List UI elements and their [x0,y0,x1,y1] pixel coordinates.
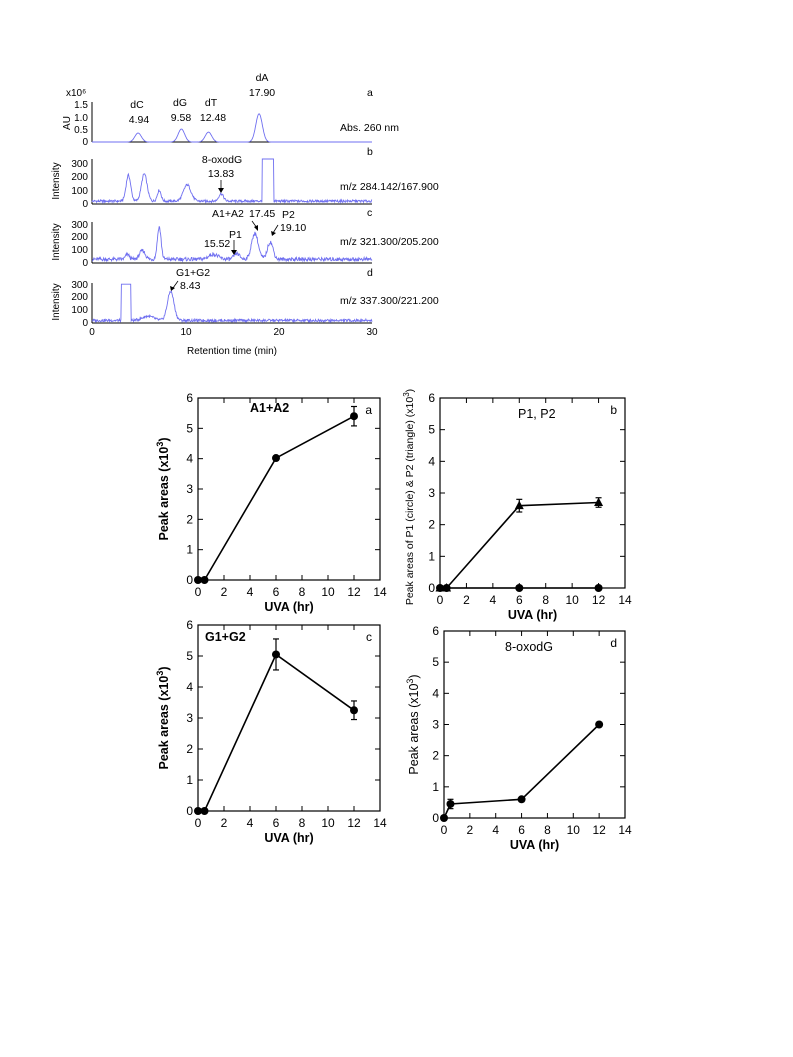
chrom-panel-c [51,207,439,269]
series-line [198,655,354,812]
uva-plot-a [155,391,387,614]
data-point-circle [518,795,526,803]
data-point-circle [272,650,280,658]
x-tick-label: 2 [220,585,228,599]
chrom-c-annotation-rt: 19.10 [280,222,307,234]
plot-panel-letter: b [610,403,617,417]
chrom-b-ytick: 0 [82,199,88,210]
chrom-b-ytick: 300 [71,159,88,170]
x-tick-label: 14 [618,593,632,607]
chrom-a-letter: a [367,87,373,99]
chromatogram [51,72,439,357]
y-tick-label: 1 [186,773,193,787]
x-tick-label: 10 [566,823,580,837]
data-point-circle [595,721,603,729]
x-tick-label: 4 [489,593,497,607]
x-tick-label: 2 [220,816,228,830]
chrom-c-ytick: 200 [71,232,88,243]
chrom-a-peak-rt: 4.94 [128,114,150,126]
x-tick-label: 12 [347,816,361,830]
y-tick-label: 2 [432,748,439,763]
chrom-c-ytick: 100 [71,245,88,256]
y-tick-label: 0 [432,811,439,825]
x-tick-label: 2 [463,593,470,607]
chrom-d-annotation-rt: 8.43 [180,280,201,292]
y-tick-label: 2 [186,742,193,756]
chrom-d-trace [92,284,372,322]
data-point-circle [515,584,523,592]
y-axis-scale-end: ) [157,666,171,671]
y-axis-scale-end: ) [404,388,416,393]
chrom-a-ytick: 0.5 [74,125,88,136]
x-tick-label: 12 [347,585,361,599]
chrom-c-annotation-name: P1 [229,229,242,241]
y-axis-label: Peak areas $(x10^3)$ [405,674,421,775]
y-axis-scale-exponent: 3 [402,392,411,397]
x-tick-label: 10 [321,585,335,599]
chrom-c-annotation-name: A1+A2 [212,208,244,220]
y-axis-scale-exponent: 3 [155,441,165,447]
x-tick-label: 8 [298,816,306,830]
x-axis-label: UVA (hr) [509,838,560,852]
chrom-a-peak-label: dG [172,97,188,109]
data-point-circle [201,576,209,584]
chrom-b-ylabel: Intensity [51,162,62,200]
x-tick-label: 8 [544,823,551,837]
chrom-b-annotation-rt: 13.83 [207,168,235,180]
chrom-c-ytick: 300 [71,220,88,231]
data-point-circle [350,412,358,420]
y-tick-label: 2 [428,517,435,532]
plot-panel-letter: d [610,636,617,650]
y-axis-label: Peak areas $(x10^3)$ [155,666,171,770]
chrom-d-ytick: 0 [82,318,88,329]
chrom-d-ytick: 300 [71,280,88,291]
plot-title: 8-oxodG [505,640,553,654]
x-tick-label: 12 [591,593,606,607]
data-point-circle [595,584,603,592]
chrom-a-channel: Abs. 260 nm [340,122,399,134]
chrom-a-peak-rt: 9.58 [170,112,192,124]
y-axis-scale: (x10 [404,396,416,418]
chrom-d-channel: m/z 337.300/221.200 [340,295,439,307]
x-tick-label: 10 [565,593,579,607]
y-tick-label: 3 [428,486,435,500]
y-tick-label: 3 [432,717,439,732]
y-tick-label: 0 [428,581,435,595]
y-tick-label: 1 [186,542,193,557]
chrom-b-annotation-name: 8-oxodG [201,154,243,166]
chrom-xtick: 10 [180,327,192,338]
chrom-a-peak-label: dT [204,97,218,109]
x-axis-label: UVA (hr) [507,608,558,622]
chrom-d-ytick: 200 [71,292,88,303]
chrom-b-letter: b [367,146,373,158]
y-tick-label: 4 [186,451,193,466]
plot-frame [198,398,380,580]
x-tick-label: 6 [272,585,280,599]
chrom-d-arrow [173,281,178,288]
chrom-a-ytick: 0 [82,137,88,148]
x-tick-label: 14 [618,823,632,837]
chrom-xlabel: Retention time (min) [186,346,278,357]
uva-plot-c [155,618,387,845]
chrom-c-ylabel: Intensity [51,223,62,261]
chrom-c-annotation-name: P2 [282,209,295,221]
uva-plot-d [405,624,632,852]
y-tick-label: 5 [186,421,193,436]
chrom-a-peak-rt: 17.90 [248,87,276,99]
x-tick-label: 6 [515,593,523,607]
data-point-circle [440,814,448,822]
uva-plots [155,389,632,852]
chrom-a-ytick: 1.0 [74,113,88,124]
chrom-c-letter: c [367,207,373,219]
chrom-b-ytick: 100 [71,186,88,197]
plot-frame [440,398,625,588]
data-point-circle [272,454,280,462]
y-tick-label: 6 [432,624,439,638]
series-line [444,725,599,819]
data-point-triangle [594,498,603,507]
chrom-c-arrowhead [254,225,258,231]
chrom-d-annotation-name: G1+G2 [176,267,211,279]
x-tick-label: 6 [518,823,525,837]
y-tick-label: 6 [428,391,435,405]
chrom-c-annotation-rt: 17.45 [249,208,276,220]
y-tick-label: 4 [428,454,435,469]
chrom-panel-a [62,72,399,148]
x-tick-label: 2 [466,823,474,837]
x-tick-label: 14 [373,585,387,599]
plot-panel-letter: a [365,403,372,417]
chrom-b-channel: m/z 284.142/167.900 [340,181,439,193]
chrom-d-ylabel: Intensity [51,283,62,321]
y-axis-scale-exponent: 3 [155,670,165,676]
y-tick-label: 0 [186,573,193,587]
chrom-c-channel: m/z 321.300/205.200 [340,236,439,248]
y-tick-label: 5 [432,655,439,670]
y-tick-label: 3 [186,711,193,725]
chrom-a-scale: x10⁶ [66,88,87,99]
y-tick-label: 0 [186,804,193,818]
chrom-xtick: 30 [366,327,378,338]
plot-title: P1, P2 [518,407,556,421]
chrom-c-annotation-rt: 15.52 [204,238,231,250]
y-axis-scale-end: ) [407,674,421,679]
x-tick-label: 8 [542,593,550,607]
x-tick-label: 0 [436,593,444,607]
y-tick-label: 5 [186,649,193,663]
y-axis-scale-end: ) [157,437,171,442]
x-tick-label: 10 [321,816,335,830]
chrom-b-arrowhead [218,188,224,193]
data-point-circle [350,706,358,714]
x-tick-label: 0 [194,585,202,599]
chrom-xtick: 0 [89,327,95,338]
chrom-a-ylabel: AU [62,116,73,130]
y-tick-label: 2 [186,512,193,527]
plot-title: A1+A2 [250,401,290,415]
chrom-d-letter: d [367,267,373,279]
plot-title: G1+G2 [205,630,246,644]
y-axis-label: Peak areas $(x10^3)$ [155,437,171,541]
x-tick-label: 4 [492,823,500,837]
x-tick-label: 14 [373,816,387,830]
x-tick-label: 8 [298,585,306,599]
chrom-a-peak-rt: 12.48 [199,112,227,124]
y-tick-label: 6 [186,618,193,632]
chrom-a-peak-label: dA [255,72,269,84]
y-tick-label: 4 [432,686,439,701]
chrom-d-ytick: 100 [71,305,88,316]
chrom-panel-b [51,146,439,210]
series-line [440,503,599,589]
series-line [198,416,354,580]
y-tick-label: 4 [186,680,193,694]
y-tick-label: 6 [186,391,193,405]
y-axis-scale-exponent: 3 [405,678,415,684]
x-axis-label: UVA (hr) [264,600,314,614]
x-tick-label: 12 [592,823,606,837]
uva-plot-b [402,389,632,622]
x-tick-label: 4 [246,585,254,599]
y-tick-label: 1 [428,549,435,564]
x-tick-label: 6 [272,816,280,830]
plot-frame [198,625,380,811]
chrom-c-arrow [273,225,278,233]
x-tick-label: 4 [246,816,254,830]
chrom-panel-d [51,267,439,329]
chrom-x-ticks [89,327,378,357]
data-point-circle [446,800,454,808]
y-tick-label: 1 [432,779,439,794]
y-tick-label: 5 [428,422,435,437]
x-axis-label: UVA (hr) [264,831,314,845]
y-axis-label: Peak areas of P1 (circle) & P2 (triangle) $(x10^3)$ [402,388,416,606]
plot-panel-letter: c [366,630,372,644]
data-point-circle [201,807,209,815]
y-tick-label: 3 [186,482,193,496]
chrom-a-ytick: 1.5 [74,100,88,111]
x-tick-label: 0 [440,823,448,837]
chrom-a-peak-label: dC [130,99,144,111]
chrom-c-ytick: 0 [82,258,88,269]
x-tick-label: 0 [194,816,202,830]
chrom-xtick: 20 [273,327,285,338]
chrom-b-ytick: 200 [71,172,88,183]
